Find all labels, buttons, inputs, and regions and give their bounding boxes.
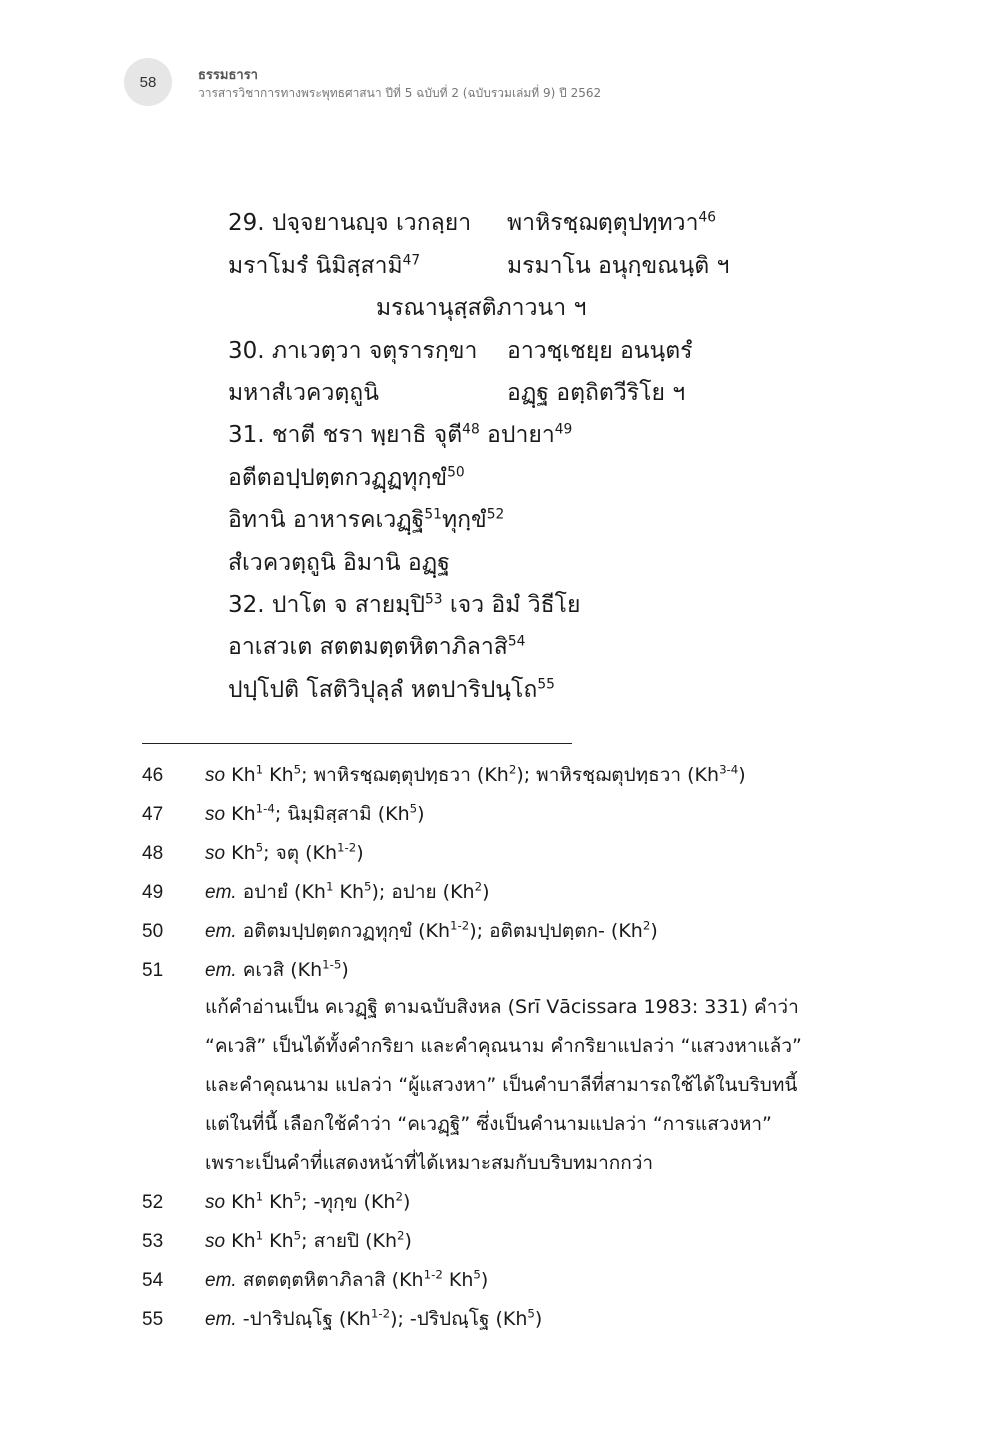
footnote-47-text: so Kh$^{1-4}$; นิมฺมิสฺสามิ (Kh$^5$): [205, 801, 425, 825]
footnote-ref-52: 52: [486, 506, 505, 523]
footnote-number: 48: [142, 843, 164, 864]
footnote-number: 49: [142, 882, 164, 903]
verse-30-line-1b: อาวชฺเชยฺย อนนฺตรํ: [507, 338, 693, 364]
footnote-number: 50: [142, 921, 164, 942]
verse-32-line-1: 32. ปาโต จ สายมฺปิ$^{53}$ เจว อิมํ วิธีโย: [228, 591, 581, 618]
footnote-number: 53: [142, 1231, 164, 1252]
verse-29-line-1a: 29. ปจฺจยานญฺจ เวกลฺยา: [228, 210, 472, 236]
verse-32-line-3: ปปฺโปติ โสติวิปุลฺลํ หตปาริปนฺโถ$^{55}$: [228, 676, 555, 703]
footnote-48-text: so Kh$^5$; จตุ (Kh$^{1-2}$): [205, 840, 364, 864]
footnote-ref-54: 54: [507, 633, 526, 650]
footnote-49-text: em. อปายํ (Kh$^1$ Kh$^5$); อปาย (Kh$^2$): [205, 879, 490, 903]
footnote-50-text: em. อติตมปฺปตฺตกวฏทุกฺขํ (Kh$^{1-2}$); อติตมปฺปตฺตก- (Kh$^2$): [205, 918, 658, 942]
verse-31-line-2: อตีตอปฺปตฺตกวฏฺฏทุกฺขํ$^{50}$: [228, 464, 465, 491]
footnote-55-text: em. -ปาริปณฺโฐ (Kh$^{1-2}$); -ปริปณฺโฐ (Kh$^5$): [205, 1306, 543, 1330]
footnote-ref-48: 48: [462, 421, 480, 438]
verse-29-line-2b: มรมาโน อนุกฺขณนฺติ ฯ: [507, 253, 730, 279]
footnote-number: 51: [142, 960, 164, 981]
verse-32-line-2: อาเสวเต สตตมตฺตหิตาภิลาสิ$^{54}$: [228, 633, 526, 660]
footnote-51-text: em. คเวสิ (Kh$^{1-5}$): [205, 957, 349, 981]
footnote-52-text: so Kh$^1$ Kh$^5$; -ทุกฺข (Kh$^2$): [205, 1189, 411, 1213]
footnote-46-text: so Kh$^1$ Kh$^5$; พาหิรชฺฌตฺตุปทฺธวา (Kh$^2$); พาหิรชฺฌตุปทฺธวา (Kh$^{3-4}$): [205, 762, 746, 786]
page-number-badge: [124, 58, 172, 106]
footnote-54-text: em. สตตตฺตหิตาภิลาสิ (Kh$^{1-2}$ Kh$^5$): [205, 1267, 489, 1291]
footnote-51-para-line: แก้คำอ่านเป็น คเวฏฺฐิ ตามฉบับสิงหล (Srī Vācissara 1983: 331) คำว่า: [205, 996, 799, 1018]
footnote-number: 47: [142, 804, 164, 825]
footnote-ref-53: 53: [424, 591, 443, 608]
footnote-53-text: so Kh$^1$ Kh$^5$; สายปิ (Kh$^2$): [205, 1228, 412, 1252]
footnote-number: 46: [142, 765, 164, 786]
verse-30-line-1a: 30. ภาเวตฺวา จตุรารกฺขา: [228, 338, 478, 364]
verse-29-line-3: มรณานุสฺสติภาวนา ฯ: [376, 295, 587, 321]
footnote-ref-46: 46: [698, 209, 717, 226]
verse-31-line-1: 31. ชาตี ชรา พฺยาธิ จุตี$^{48}$ อปายา$^{49}$: [228, 421, 573, 448]
footnote-number: 54: [142, 1270, 164, 1291]
footnote-ref-51: 51: [424, 506, 442, 523]
verse-30-line-2a: มหาสํเวควตฺถูนิ: [228, 380, 379, 406]
verse-29-line-2a: มราโมรํ นิมิสฺสามิ$^{47}$: [228, 252, 421, 279]
journal-subtitle: วารสารวิชาการทางพระพุทธศาสนา ปีที่ 5 ฉบับที่ 2 (ฉบับรวมเล่มที่ 9) ปี 2562: [198, 86, 602, 100]
footnote-51-para-line: เพราะเป็นคำที่แสดงหน้าที่ได้เหมาะสมกับบริบทมากกว่า: [205, 1152, 654, 1174]
footnote-51-para-line: และคำคุณนาม แปลว่า “ผู้แสวงหา” เป็นคำบาลีที่สามารถใช้ได้ในบริบทนี้: [205, 1074, 798, 1096]
verse-29-line-1b: พาหิรชฺฌตฺตุปทฺทวา$^{46}$: [507, 209, 717, 236]
footnote-51-para-line: “คเวสิ” เป็นได้ทั้งคำกริยา และคำคุณนาม คำกริยาแปลว่า “แสวงหาแล้ว”: [205, 1035, 802, 1057]
footnote-ref-50: 50: [447, 464, 465, 481]
footnote-ref-47: 47: [402, 252, 421, 269]
footnote-ref-55: 55: [537, 676, 555, 693]
footnote-number: 55: [142, 1309, 164, 1330]
footnote-ref-49: 49: [554, 421, 573, 438]
footnote-number: 52: [142, 1192, 164, 1213]
verse-31-line-4: สํเวควตฺถูนิ อิมานิ อฏฺฐ: [228, 550, 450, 576]
footnote-51-para-line: แต่ในที่นี้ เลือกใช้คำว่า “คเวฏฺฐิ” ซึ่งเป็นคำนามแปลว่า “การแสวงหา”: [205, 1113, 772, 1135]
verse-30-line-2b: อฏฺฐ อตฺถิตวีริโย ฯ: [507, 380, 686, 406]
page-number: 58: [139, 73, 157, 91]
footnote-divider: [142, 743, 572, 744]
journal-title: ธรรมธารา: [198, 68, 258, 83]
verse-31-line-3: อิทานิ อาหารคเวฏฺฐิ$^{51}$ทุกฺขํ$^{52}$: [228, 506, 505, 533]
